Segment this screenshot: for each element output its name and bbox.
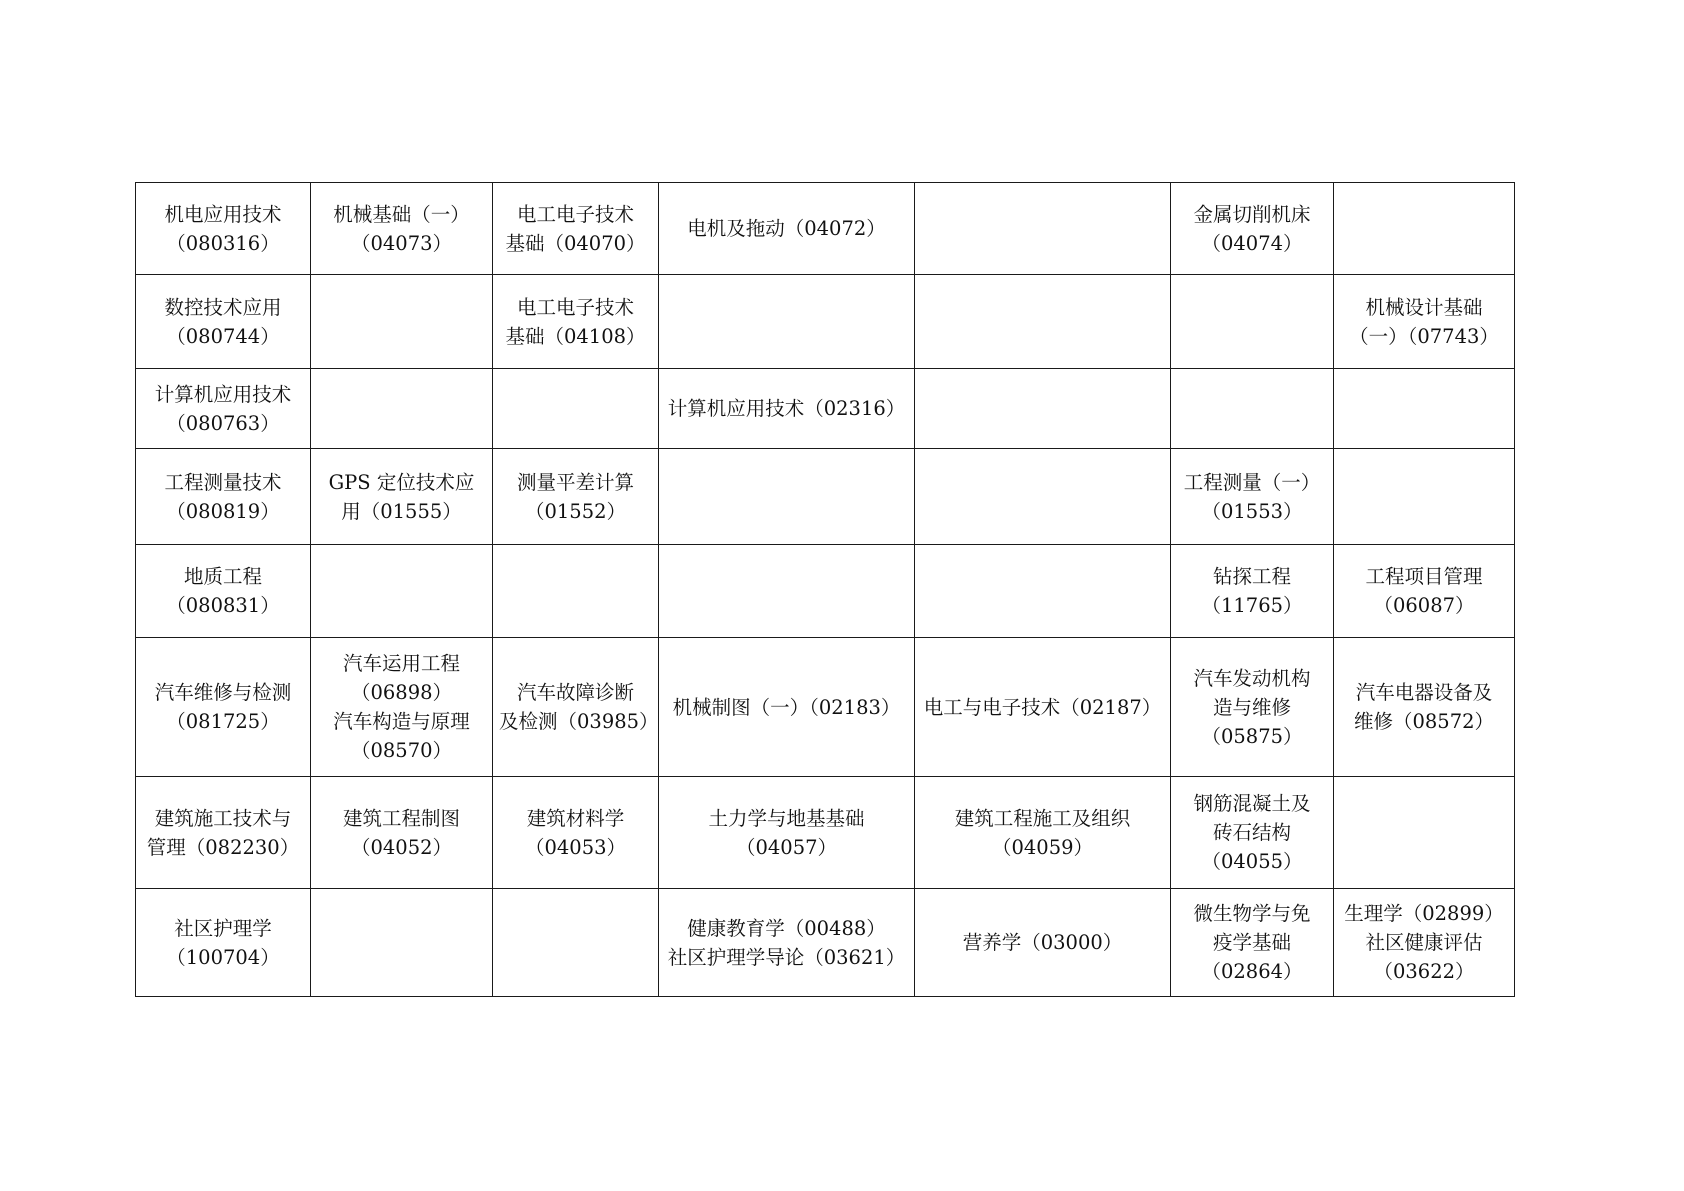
course-cell: 测量平差计算 （01552） xyxy=(493,449,659,545)
course-cell: 计算机应用技术（02316） xyxy=(659,369,915,449)
course-cell xyxy=(1171,369,1334,449)
course-cell: 汽车运用工程 （06898） 汽车构造与原理 （08570） xyxy=(311,638,493,777)
course-cell: 机械设计基础 （一）（07743） xyxy=(1334,275,1515,369)
course-cell xyxy=(311,275,493,369)
table-row xyxy=(136,889,1515,997)
course-cell: 营养学（03000） xyxy=(915,889,1171,997)
major-cell: 社区护理学 （100704） xyxy=(136,889,311,997)
course-cell: 钻探工程 （11765） xyxy=(1171,545,1334,638)
table-row xyxy=(136,638,1515,777)
course-cell xyxy=(915,545,1171,638)
course-cell: GPS 定位技术应 用（01555） xyxy=(311,449,493,545)
course-cell xyxy=(915,369,1171,449)
course-cell: 电工与电子技术（02187） xyxy=(915,638,1171,777)
major-cell: 数控技术应用 （080744） xyxy=(136,275,311,369)
course-cell xyxy=(493,545,659,638)
major-cell: 工程测量技术 （080819） xyxy=(136,449,311,545)
course-cell xyxy=(915,275,1171,369)
course-cell xyxy=(1334,777,1515,889)
major-cell: 建筑施工技术与 管理（082230） xyxy=(136,777,311,889)
course-cell xyxy=(915,449,1171,545)
major-cell: 计算机应用技术 （080763） xyxy=(136,369,311,449)
course-cell xyxy=(1334,183,1515,275)
course-cell xyxy=(1334,369,1515,449)
course-cell: 建筑材料学 （04053） xyxy=(493,777,659,889)
course-cell: 建筑工程施工及组织 （04059） xyxy=(915,777,1171,889)
course-table xyxy=(135,182,1515,997)
course-cell: 电机及拖动（04072） xyxy=(659,183,915,275)
course-cell xyxy=(311,545,493,638)
course-cell xyxy=(1334,449,1515,545)
table-row xyxy=(136,777,1515,889)
course-cell xyxy=(659,545,915,638)
course-cell xyxy=(1171,275,1334,369)
course-cell: 汽车发动机构 造与维修 （05875） xyxy=(1171,638,1334,777)
course-cell: 建筑工程制图 （04052） xyxy=(311,777,493,889)
course-cell: 机械基础（一） （04073） xyxy=(311,183,493,275)
course-cell xyxy=(659,449,915,545)
major-cell: 汽车维修与检测 （081725） xyxy=(136,638,311,777)
course-cell xyxy=(659,275,915,369)
course-cell xyxy=(915,183,1171,275)
table-row xyxy=(136,545,1515,638)
course-cell: 汽车故障诊断 及检测（03985） xyxy=(493,638,659,777)
course-cell: 微生物学与免 疫学基础 （02864） xyxy=(1171,889,1334,997)
course-cell xyxy=(311,369,493,449)
course-cell: 工程测量（一） （01553） xyxy=(1171,449,1334,545)
course-cell: 金属切削机床 （04074） xyxy=(1171,183,1334,275)
course-cell xyxy=(493,889,659,997)
course-cell: 钢筋混凝土及 砖石结构 （04055） xyxy=(1171,777,1334,889)
table-row xyxy=(136,449,1515,545)
course-cell xyxy=(311,889,493,997)
course-cell: 健康教育学（00488） 社区护理学导论（03621） xyxy=(659,889,915,997)
course-cell: 工程项目管理 （06087） xyxy=(1334,545,1515,638)
table-row xyxy=(136,275,1515,369)
course-cell: 电工电子技术 基础（04108） xyxy=(493,275,659,369)
table-row xyxy=(136,369,1515,449)
course-cell: 电工电子技术 基础（04070） xyxy=(493,183,659,275)
major-cell: 机电应用技术 （080316） xyxy=(136,183,311,275)
table-row xyxy=(136,183,1515,275)
course-cell: 土力学与地基基础 （04057） xyxy=(659,777,915,889)
course-cell: 机械制图（一）（02183） xyxy=(659,638,915,777)
course-cell xyxy=(493,369,659,449)
course-cell: 生理学（02899） 社区健康评估 （03622） xyxy=(1334,889,1515,997)
course-cell: 汽车电器设备及 维修（08572） xyxy=(1334,638,1515,777)
major-cell: 地质工程 （080831） xyxy=(136,545,311,638)
course-table-body xyxy=(136,183,1515,997)
